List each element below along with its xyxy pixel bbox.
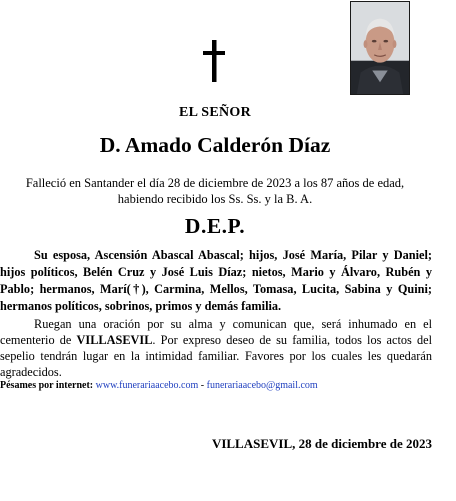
death-line-1: Falleció en Santander el día 28 de diciembre de 2023 a los 87 años de edad, (25, 176, 405, 190)
condolences-email-link[interactable]: funerariaacebo@gmail.com (206, 380, 318, 391)
burial-place: VILLASEVIL (76, 333, 153, 347)
dep-heading: D.E.P. (184, 214, 246, 238)
prayer-text-1: Ruegan una oración por su alma y comunican que, será inhumado en el cementerio de (0, 317, 432, 347)
condolences-line (0, 380, 318, 391)
death-announcement (0, 175, 430, 207)
portrait-image (351, 2, 409, 94)
latin-cross-icon (203, 40, 225, 82)
deceased-name: D. Amado Calderón Díaz (99, 133, 331, 157)
family-paragraph: Su esposa, Ascensión Abascal Abascal; hijos, José María, Pilar y Daniel; hijos políticos, Belén Cruz y José Luis Díaz; nietos, Mario y Álvaro, Rubén y Pablo; hermanos, Marí(†), Carmina, Mellos, Tomasa, Lucita, Sabina y Quini; hermanos políticos, sobrinos, primos y demás familia. (0, 248, 432, 313)
place-and-date: VILLASEVIL, 28 de diciembre de 2023 (211, 436, 432, 451)
death-line-2: habiendo recibido los Ss. Ss. y la B. A. (117, 192, 313, 206)
honorific-title: EL SEÑOR (178, 105, 252, 120)
condolences-website-link[interactable]: www.funerariaacebo.com (95, 380, 199, 391)
prayer-paragraph (0, 316, 432, 380)
condolences-label: Pésames por internet: (0, 380, 94, 391)
condolences-separator: - (198, 380, 207, 391)
deceased-portrait-photo (350, 1, 410, 95)
prayer-text-2: . Por expreso deseo de su familia, todos los actos del sepelio tendrán lugar en la intimidad familiar. Favores por los cuales les quedarán agradecidos. (0, 333, 432, 379)
